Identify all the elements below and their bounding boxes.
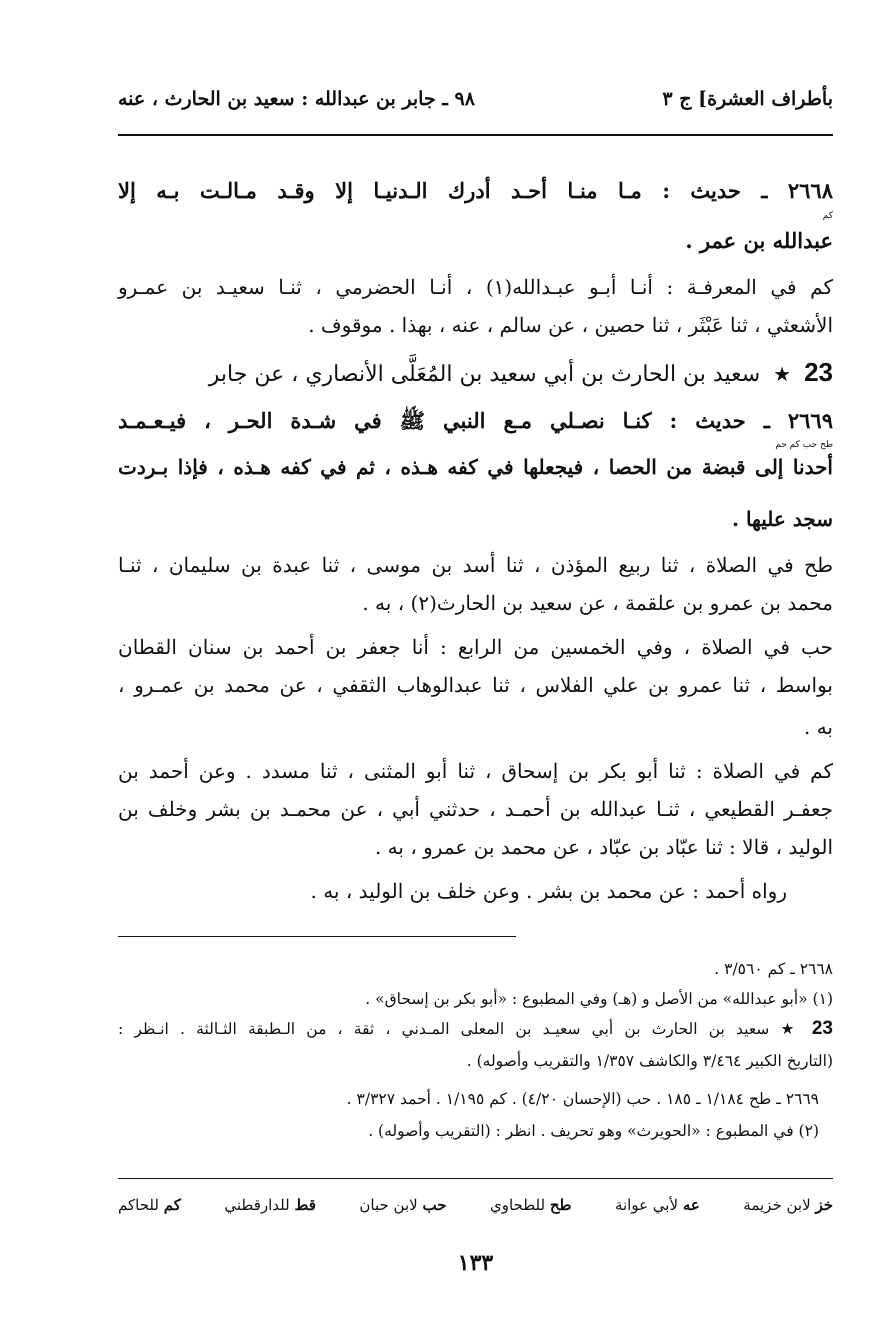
page-number: ١٣٣ bbox=[457, 1250, 494, 1276]
hadith-2669-source-marks: طح حب كم حم bbox=[775, 440, 833, 450]
hadith-2669-line-2: أحدنا إلى قبضة من الحصا ، فيجعلها في كفه هـذه ، ثم في كفه هـذه ، فإذا بـردت bbox=[118, 455, 833, 479]
abbr-item bbox=[118, 1196, 181, 1214]
book-page bbox=[118, 0, 833, 1333]
isnad-hakim-line-1: كم في الصلاة : ثنا أبو بكر بن إسحاق ، ثنا أبو المثنى ، ثنا مسدد . وعن أحمد بن bbox=[118, 759, 833, 783]
abbr-item bbox=[743, 1196, 833, 1214]
abbreviation-divider bbox=[118, 1178, 833, 1179]
footnote-star-icon: ★ bbox=[780, 1020, 801, 1038]
abbr-code: قط bbox=[294, 1196, 316, 1214]
isnad-tahawi-line-2: محمد بن عمرو بن علقمة ، عن سعيد بن الحارث(٢) ، به . bbox=[362, 591, 833, 615]
header-chapter-title: ٩٨ ـ جابر بن عبدالله : سعيد بن الحارث ، عنه bbox=[118, 88, 475, 110]
hadith-2668-source-mark: كم bbox=[822, 211, 833, 221]
abbr-item bbox=[615, 1196, 700, 1214]
isnad-hakim-line-2: جعفـر القطيعي ، ثنـا عبدالله بن أحمـد ، حدثني أبي ، عن محمـد بن بشر وخلف بن bbox=[118, 797, 833, 821]
footnote-2669: ٢٦٦٩ ـ طح ١/١٨٤ ـ ١٨٥ . حب (الإحسان ٤/٢٠) . كم ١/١٩٥ . أحمد ٣/٣٢٧ . bbox=[346, 1090, 819, 1108]
isnad-tahawi-line-1: طح في الصلاة ، ثنا ربيع المؤذن ، ثنا أسد بن موسى ، ثنا عبدة بن سليمان ، ثنـا bbox=[118, 553, 833, 577]
abbr-code: عه bbox=[682, 1196, 700, 1214]
hadith-2669-line-3: سجد عليها . bbox=[732, 507, 833, 531]
narrator-number: 23 bbox=[804, 357, 833, 387]
footnote-2: (٢) في المطبوع : «الحويرث» وهو تحريف . انظر : (التقريب وأصوله) . bbox=[368, 1122, 819, 1140]
running-header bbox=[118, 88, 833, 122]
isnad-2668-line-1: كم في المعرفـة : أنـا أبـو عبـدالله(١) ، أنـا الحضرمي ، ثنـا سعيـد بن عمـرو bbox=[118, 275, 833, 299]
isnad-2668-line-2: الأشعثي ، ثنا عَبْثَر ، ثنا حصين ، عن سالم ، عنه ، بهذا . موقوف . bbox=[308, 313, 833, 337]
footnote-narrator-sources: (التاريخ الكبير ٣/٤٦٤ والكاشف ١/٣٥٧ والتقريب وأصوله) . bbox=[466, 1052, 833, 1070]
header-divider bbox=[118, 134, 833, 136]
hadith-2668-line-1: ٢٦٦٨ ـ حديث : مـا منـا أحـد أدرك الـدنيـا إلا وقـد مـالـت بـه إلا bbox=[118, 178, 833, 203]
isnad-hakim-line-3: الوليد ، قالا : ثنا عبّاد بن عبّاد ، عن محمد بن عمرو ، به . bbox=[374, 835, 833, 859]
abbr-item bbox=[490, 1196, 571, 1214]
abbreviation-key bbox=[118, 1196, 833, 1214]
isnad-ibn-hibban-line-1: حب في الصلاة ، وفي الخمسين من الرابع : أنا جعفر بن أحمد بن سنان القطان bbox=[118, 635, 833, 659]
abbr-name: لأبي عوانة bbox=[614, 1196, 679, 1214]
footnote-narrator-text: سعيد بن الحارث بن أبي سعيـد بن المعلى المـدني ، ثقة ، من الـطبقة الثـالثة . انـظر : bbox=[118, 1020, 770, 1038]
ahmad-narration: رواه أحمد : عن محمد بن بشر . وعن خلف بن الوليد ، به . bbox=[310, 879, 787, 903]
narrator-name: سعيد بن الحارث بن أبي سعيد بن المُعَلَّى الأنصاري ، عن جابر bbox=[208, 362, 761, 387]
footnote-divider bbox=[118, 936, 516, 937]
abbr-name: للطحاوي bbox=[489, 1196, 546, 1214]
abbr-name: للدارقطني bbox=[224, 1196, 290, 1214]
abbr-code: حب bbox=[422, 1196, 447, 1214]
abbr-name: لابن حبان bbox=[359, 1196, 418, 1214]
footnote-narrator-number: 23 bbox=[811, 1018, 833, 1039]
star-icon: ★ bbox=[773, 362, 792, 386]
abbr-code: كم bbox=[163, 1196, 181, 1214]
footnote-2668: ٢٦٦٨ ـ كم ٣/٥٦٠ . bbox=[714, 960, 833, 978]
isnad-ibn-hibban-line-2: بواسط ، ثنا عمرو بن علي الفلاس ، ثنا عبدالوهاب الثقفي ، عن محمد بن عمـرو ، bbox=[118, 673, 833, 697]
narrator-heading bbox=[118, 354, 833, 393]
footnote-narrator-23 bbox=[118, 1018, 833, 1040]
footnote-1: (١) «أبو عبدالله» من الأصل و (هـ) وفي المطبوع : «أبو بكر بن إسحاق» . bbox=[365, 990, 833, 1008]
abbr-code: خز bbox=[815, 1196, 833, 1214]
abbr-name: للحاكم bbox=[118, 1196, 159, 1214]
abbr-item bbox=[224, 1196, 316, 1214]
hadith-2668-line-2: عبدالله بن عمر . bbox=[685, 228, 833, 253]
header-book-title: بأطراف العشرة] ج ٣ bbox=[662, 88, 833, 110]
isnad-ibn-hibban-line-3: به . bbox=[803, 715, 833, 739]
abbr-item bbox=[359, 1196, 446, 1214]
abbr-name: لابن خزيمة bbox=[743, 1196, 811, 1214]
hadith-2669-line-1: ٢٦٦٩ ـ حديث : كنـا نصـلي مـع النبي ﷺ في شـدة الحـر ، فيـعـمـد bbox=[118, 408, 833, 433]
abbr-code: طح bbox=[549, 1196, 572, 1214]
